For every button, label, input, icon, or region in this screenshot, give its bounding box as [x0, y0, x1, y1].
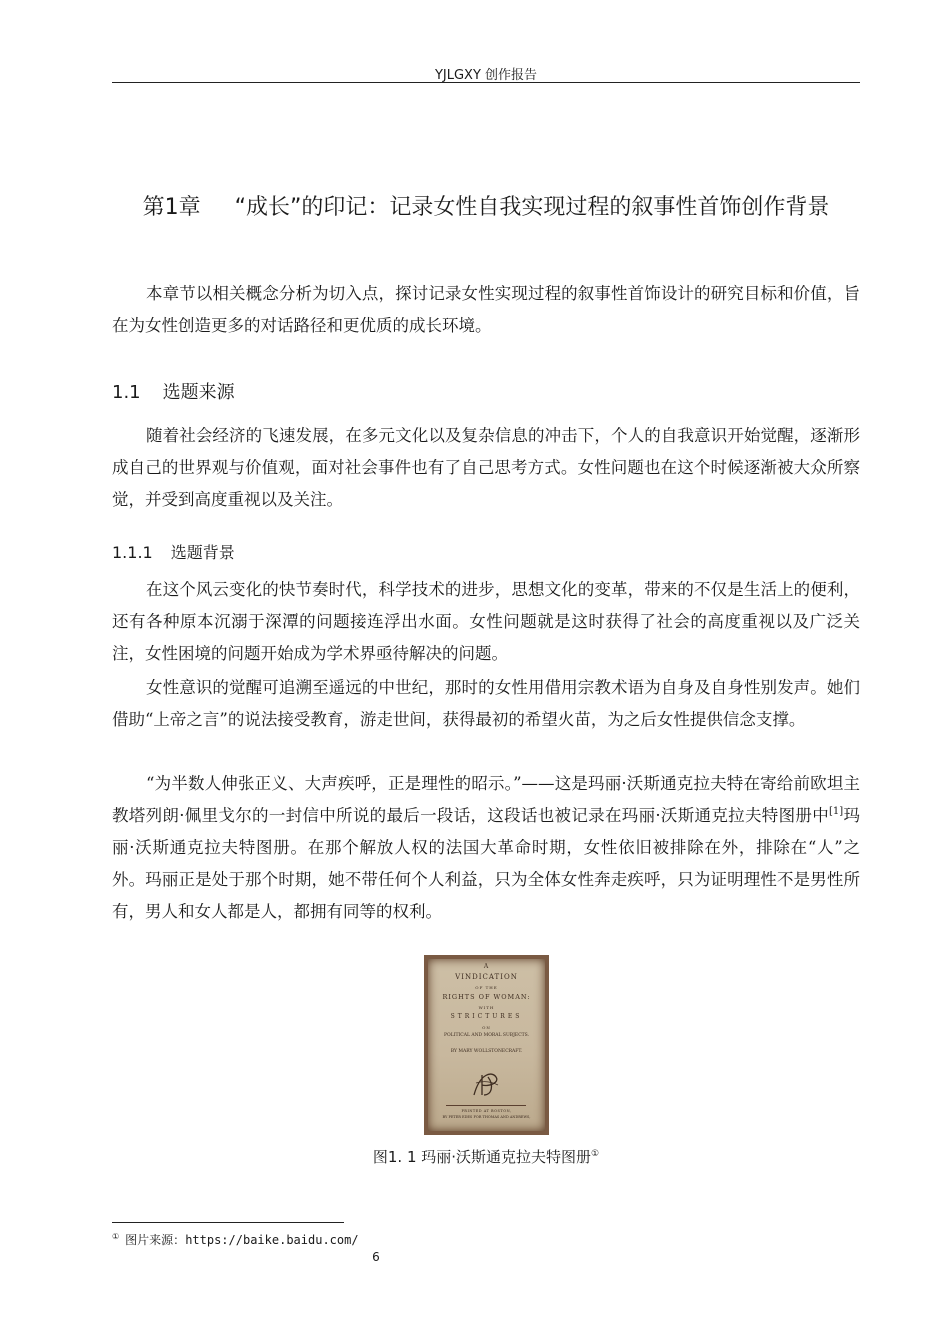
footnote: [112, 1231, 359, 1248]
subsection-title: 选题背景: [170, 543, 235, 562]
cover-line: BY MARY WOLLSTONECRAFT.: [450, 1049, 523, 1054]
chapter-number: 第1章: [142, 194, 201, 220]
section-1-1-paragraph: 随着社会经济的飞速发展，在多元文化以及复杂信息的冲击下，个人的自我意识开始觉醒，逐渐形成自己的世界观与价值观，面对社会事件也有了自己思考方式。女性问题也在这个时候逐渐被大众所察觉，并受到高度重视以及关注。: [112, 426, 860, 509]
caption-text: 图1. 1 玛丽·沃斯通克拉夫特图册: [372, 1148, 592, 1166]
background-paragraph-2: 女性意识的觉醒可追溯至遥远的中世纪，那时的女性用借用宗教术语为自身及自身性别发声。她们借助“上帝之言”的说法接受教育，游走世间，获得最初的希望火苗，为之后女性提供信念支撑。: [112, 678, 860, 729]
running-header: YJLGXY 创作报告: [434, 68, 538, 83]
section-heading-1-1-1: [112, 540, 235, 563]
background-paragraph-1: 在这个风云变化的快节奏时代，科学技术的进步，思想文化的变革，带来的不仅是生活上的便利，还有各种原本沉溺于深潭的问题接连浮出水面。女性问题就是这时获得了社会的高度重视以及广泛关注，女性困境的问题开始成为学术界亟待解决的问题。: [112, 580, 860, 663]
cover-line: POLITICAL AND MORAL SUBJECTS.: [443, 1033, 530, 1038]
footnote-label: 图片来源：: [125, 1233, 186, 1247]
caption-footnote-mark[interactable]: ①: [591, 1149, 600, 1159]
intro-paragraph: 本章节以相关概念分析为切入点，探讨记录女性实现过程的叙事性首饰设计的研究目标和价值，旨在为女性创造更多的对话路径和更优质的成长环境。: [112, 284, 860, 335]
footnote-mark: ①: [112, 1232, 120, 1241]
cover-divider: [446, 1105, 526, 1106]
cover-line: PRINTED AT BOSTON,: [461, 1109, 512, 1113]
background-paragraph-3: [112, 768, 860, 928]
cover-line: RIGHTS OF WOMAN:: [442, 993, 531, 1001]
cover-line: OF THE: [475, 985, 498, 990]
paragraph-3-part-b: 玛丽·沃斯通克拉夫特图册。在那个解放人权的法国大革命时期，女性依旧被排除在外，排除在“人”之外。玛丽正是处于那个时期，她不带任何个人利益，只为全体女性奔走疾呼，只为证明理性不是男性所有，男人和女人都是人，都拥有同等的权利。: [112, 806, 860, 921]
section-heading-1-1: [112, 378, 235, 404]
monogram-emblem: [470, 1069, 502, 1099]
cover-line: BY PETER EDES FOR THOMAS AND ANDREWS,: [442, 1115, 531, 1119]
subsection-number: 1.1.1: [112, 543, 153, 562]
cover-line: WITH: [478, 1005, 495, 1010]
citation-reference[interactable]: [1]: [829, 806, 844, 817]
page-number: 6: [372, 1250, 380, 1264]
cover-line: STRICTURES: [450, 1013, 523, 1020]
cover-line: ON: [482, 1025, 491, 1030]
header-rule: [112, 82, 860, 83]
cover-line: VINDICATION: [455, 973, 518, 981]
cover-line: A: [483, 963, 490, 970]
book-cover-image: [424, 955, 549, 1135]
section-number: 1.1: [112, 382, 141, 403]
paragraph-3-part-a: “为半数人伸张正义、大声疾呼，正是理性的昭示。”——这是玛丽·沃斯通克拉夫特在寄给前欧坦主教塔列朗·佩里戈尔的一封信中所说的最后一段话，这段话也被记录在玛丽·沃斯通克拉夫特图册中: [112, 774, 860, 825]
footnote-rule: [112, 1222, 344, 1223]
figure-caption: [112, 1146, 860, 1167]
chapter-title: [112, 191, 860, 225]
footnote-link[interactable]: https://baike.baidu.com/: [185, 1233, 359, 1247]
section-title: 选题来源: [162, 382, 235, 403]
chapter-title-text: “成长”的印记：记录女性自我实现过程的叙事性首饰创作背景: [234, 194, 830, 220]
